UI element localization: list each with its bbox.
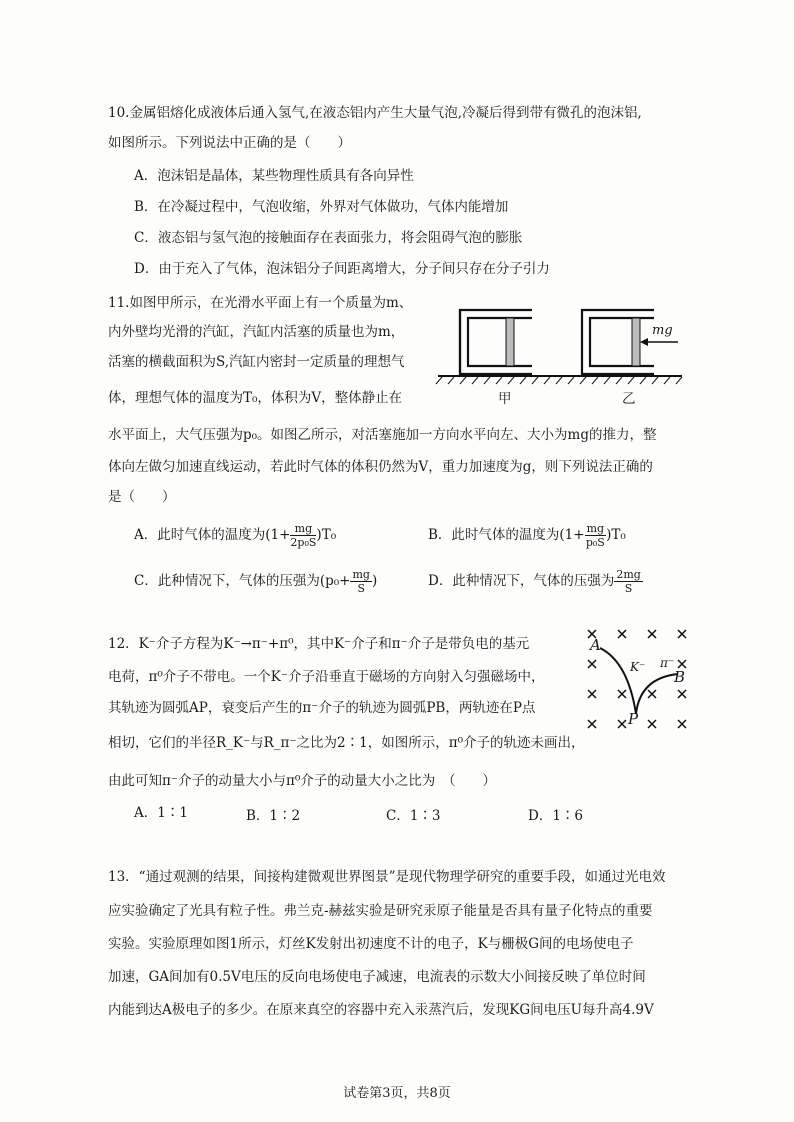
q10-option-b: B．在冷凝过程中，气泡收缩，外界对气体做功，气体内能增加 [134,199,509,215]
q12-point-b: B [674,668,686,686]
q12-option-c: C．1∶3 [386,808,441,824]
arc-pb [636,674,678,714]
q11-option-c-tail: ) [371,573,378,589]
q11-option-a-text: A．此时气体的温度为(1+ [134,527,291,543]
q13-stem-line1: 13．“通过观测的结果，间接构建微观世界图景”是现代物理学研究的重要手段，如通过光电效 [108,869,666,885]
q13-stem-line3: 实验。实验原理如图1所示，灯丝K发射出初速度不计的电子，K与栅极G间的电场使电子 [108,936,634,952]
q11-option-c [134,568,377,595]
q11-option-b-den: p₀S [585,536,605,549]
q11-label-jia: 甲 [498,391,512,407]
q12-point-p: P [628,710,639,728]
q12-stem-line5: 由此可知π⁻介子的动量大小与π⁰介子的动量大小之比为 （ ） [108,773,497,789]
q12-option-b: B．1∶2 [246,808,301,824]
q13-stem-line5: 内能到达A极电子的多少。在原来真空的容器中充入汞蒸汽后，发现KG间电压U每升高4.9V [108,1002,654,1018]
q11-stem-line1: 11.如图甲所示，在光滑水平面上有一个质量为m、 [108,295,413,311]
q11-stem-line4: 体，理想气体的温度为T₀，体积为V，整体静止在 [108,390,403,406]
q11-stem-line3: 活塞的横截面积为S,汽缸内密封一定质量的理想气 [108,354,405,370]
q11-option-a-num: mg [290,522,316,536]
q12-pi-label: π⁻ [660,656,675,670]
q11-option-b [428,522,626,549]
q12-option-a: A．1∶1 [134,805,188,821]
arc-ap [600,648,636,714]
q11-option-a-tail: )T₀ [316,527,337,543]
q10-stem-line2: 如图所示。下列说法中正确的是（ ） [108,135,351,151]
q11-option-c-text: C．此种情况下，气体的压强为(p₀+ [134,573,351,589]
q11-option-c-num: mg [352,568,370,581]
q11-option-d-text: D．此种情况下，气体的压强为 [428,573,615,589]
q11-option-b-tail: )T₀ [606,527,626,543]
q11-option-b-num: mg [586,522,605,535]
q12-stem-line1: 12．K⁻介子方程为K⁻→π⁻+π⁰，其中K⁻介子和π⁻介子是带负电的基元 [108,636,530,652]
q11-option-b-fraction [585,522,606,549]
q10-option-d: D．由于充入了气体，泡沫铝分子间距离增大，分子间只存在分子引力 [134,261,550,277]
q11-label-yi: 乙 [622,391,636,407]
q11-option-d-fraction [614,568,642,595]
q13-stem-line2: 应实验确定了光具有粒子性。弗兰克-赫兹实验是研究汞原子能量是否具有量子化特点的重要 [108,903,653,919]
q11-option-a-den: 2p₀S [290,536,317,549]
q10-option-a: A．泡沫铝是晶体，某些物理性质具有各向异性 [134,168,414,184]
q10-stem-line1: 10.金属铝熔化成液体后通入氢气,在液态铝内产生大量气泡,冷凝后得到带有微孔的泡沫铝, [108,105,642,121]
q11-force-label: mg [652,323,673,338]
q12-option-d: D．1∶6 [528,808,584,824]
q11-option-d-den: S [624,582,633,595]
q11-stem-line2: 内外壁均光滑的汽缸，汽缸内活塞的质量也为m， [108,324,405,340]
q12-point-a: A [590,636,601,654]
q11-option-a [134,522,336,549]
q11-cylinder-figure [432,300,684,410]
q11-option-a-fraction [290,522,316,549]
q12-k-label: K⁻ [630,660,646,674]
q11-option-c-den: S [357,582,365,595]
page-footer: 试卷第3页，共8页 [343,1086,451,1101]
q13-stem-line4: 加速，GA间加有0.5V电压的反向电场使电子减速，电流表的示数大小间接反映了单位时间 [108,969,646,985]
q11-option-c-fraction [350,568,371,595]
q11-option-b-text: B．此时气体的温度为(1+ [428,527,585,543]
q11-stem-line6: 体向左做匀加速直线运动，若此时气体的体积仍然为V，重力加速度为g，则下列说法正确的 [108,459,653,475]
q11-stem-line5: 水平面上，大气压强为p₀。如图乙所示，对活塞施加一方向水平向左、大小为mg的推力，整 [108,427,657,443]
q11-option-d [428,568,643,595]
q12-stem-line4: 相切，它们的半径R_K⁻与R_π⁻之比为2∶1，如图所示，π⁰介子的轨迹未画出， [108,735,585,751]
q11-stem-line7: 是（ ） [108,489,176,505]
q12-stem-line2: 电荷，π⁰介子不带电。一个K⁻介子沿垂直于磁场的方向射入匀强磁场中， [108,669,545,685]
q12-stem-line3: 其轨迹为圆弧AP，衰变后产生的π⁻介子的轨迹为圆弧PB，两轨迹在P点 [108,700,536,716]
q11-option-d-num: 2mg [616,568,641,581]
q10-option-c: C．液态铝与氢气泡的接触面存在表面张力，将会阻碍气泡的膨胀 [134,230,523,246]
